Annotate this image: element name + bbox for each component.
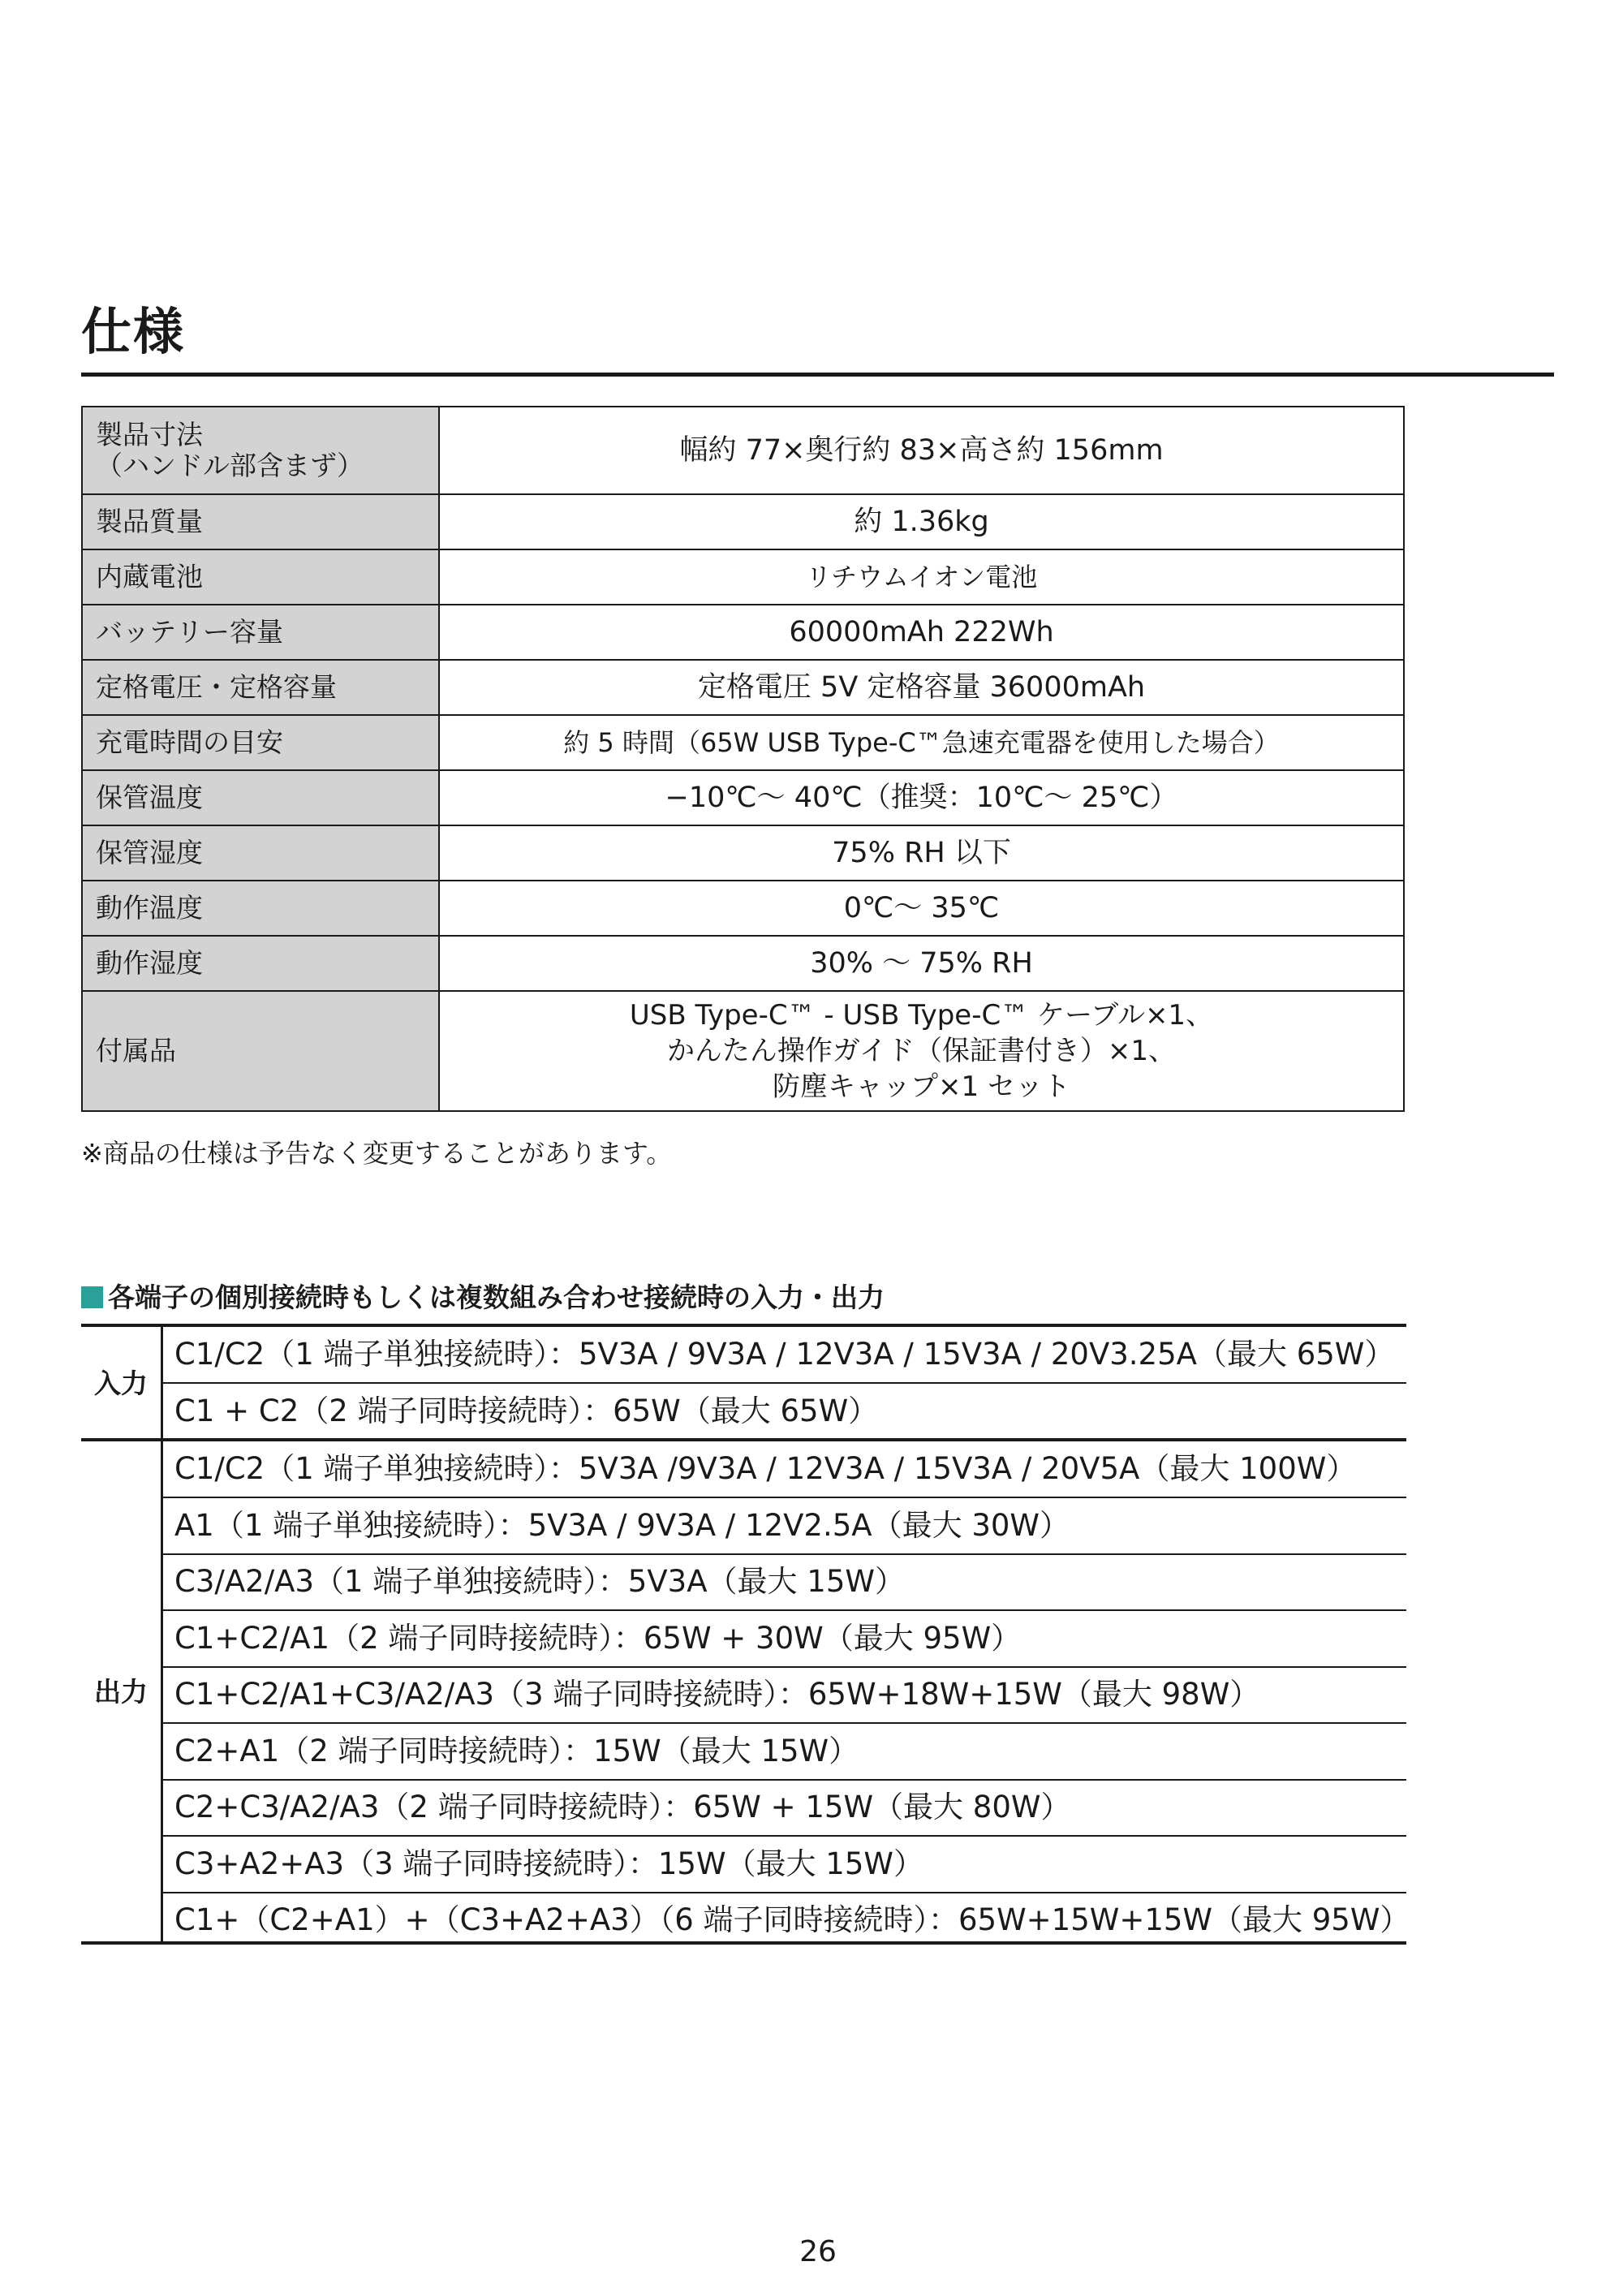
output-spec-row: C3+A2+A3（3 端子同時接続時）：15W（最大 15W） — [174, 1846, 923, 1881]
spec-label — [82, 770, 439, 825]
spec-label — [82, 605, 439, 660]
spec-value — [439, 936, 1404, 991]
output-spec-row: C1+C2/A1+C3/A2/A3（3 端子同時接続時）：65W+18W+15W（最大 98W） — [174, 1677, 1260, 1712]
title-divider — [81, 373, 1554, 377]
spec-row — [82, 660, 1404, 715]
output-group-label: 出力 — [94, 1676, 148, 1708]
spec-value — [439, 407, 1404, 494]
output-spec-row: C2+C3/A2/A3（2 端子同時接続時）：65W + 15W（最大 80W） — [174, 1790, 1071, 1824]
spec-value — [439, 715, 1404, 770]
input-spec-row: C1 + C2（2 端子同時接続時）：65W（最大 65W） — [174, 1393, 879, 1428]
io-section-heading-text: 各端子の個別接続時もしくは複数組み合わせ接続時の入力・出力 — [108, 1282, 885, 1313]
page-number: 26 — [799, 2235, 837, 2268]
spec-label-line: 製品質量 — [96, 506, 203, 537]
spec-label-line: 製品寸法 — [96, 419, 203, 450]
spec-label-line: 保管湿度 — [96, 837, 203, 868]
spec-label — [82, 660, 439, 715]
spec-row — [82, 936, 1404, 991]
spec-value — [439, 991, 1404, 1111]
spec-value-line: 0℃～ 35℃ — [843, 892, 1000, 924]
spec-label — [82, 881, 439, 936]
spec-label — [82, 494, 439, 549]
spec-value-line: USB Type-C™ - USB Type-C™ ケーブル×1、 — [629, 999, 1214, 1032]
page-title: 仕様 — [81, 302, 186, 361]
input-group-label: 入力 — [94, 1368, 148, 1399]
spec-row — [82, 881, 1404, 936]
spec-value-line: かんたん操作ガイド（保証書付き）×1、 — [666, 1035, 1177, 1067]
spec-label — [82, 715, 439, 770]
spec-value-line: 約 5 時間（65W USB Type-C™急速充電器を使用した場合） — [563, 727, 1280, 758]
output-spec-row: C2+A1（2 端子同時接続時）：15W（最大 15W） — [174, 1733, 859, 1768]
spec-label-line: 付属品 — [96, 1035, 176, 1066]
spec-label-line: 定格電圧・定格容量 — [96, 671, 337, 703]
spec-label-line: （ハンドル部含まず） — [96, 450, 364, 481]
input-spec-row: C1/C2（1 端子単独接続時）：5V3A / 9V3A / 12V3A / 15V3A / 20V3.25A（最大 65W） — [174, 1337, 1395, 1372]
spec-label-line: 内蔵電池 — [96, 561, 203, 592]
spec-value-line: −10℃～ 40℃（推奨：10℃～ 25℃） — [665, 782, 1178, 814]
spec-value — [439, 549, 1404, 605]
spec-label-line: 充電時間の目安 — [96, 726, 283, 758]
spec-row — [82, 605, 1404, 660]
spec-value-line: 約 1.36kg — [854, 506, 989, 538]
spec-label-line: バッテリー容量 — [96, 616, 283, 648]
spec-value — [439, 825, 1404, 881]
output-spec-row: A1（1 端子単独接続時）：5V3A / 9V3A / 12V2.5A（最大 30W） — [174, 1507, 1070, 1543]
spec-row — [82, 549, 1404, 605]
spec-label — [82, 936, 439, 991]
spec-value-line: 30% ～ 75% RH — [810, 947, 1033, 980]
output-spec-row: C1+（C2+A1）+（C3+A2+A3）（6 端子同時接続時）：65W+15W+15W（最大 95W） — [174, 1902, 1410, 1937]
spec-table-body — [82, 407, 1404, 1111]
spec-value-line: 60000mAh 222Wh — [789, 616, 1054, 648]
spec-label-line: 動作温度 — [96, 892, 203, 924]
spec-row — [82, 494, 1404, 549]
io-section-heading — [81, 1284, 885, 1311]
spec-value-line: 幅約 77×奥行約 83×高さ約 156mm — [679, 434, 1164, 467]
output-spec-row: C1/C2（1 端子単独接続時）：5V3A /9V3A / 12V3A / 15V3A / 20V5A（最大 100W） — [174, 1451, 1357, 1486]
spec-value — [439, 770, 1404, 825]
output-spec-row: C1+C2/A1（2 端子同時接続時）：65W + 30W（最大 95W） — [174, 1620, 1022, 1656]
spec-table — [81, 406, 1405, 1112]
spec-row — [82, 825, 1404, 881]
spec-value-line: 定格電圧 5V 定格容量 36000mAh — [697, 671, 1146, 704]
spec-value — [439, 660, 1404, 715]
spec-value — [439, 881, 1404, 936]
spec-label — [82, 549, 439, 605]
square-bullet-icon — [81, 1286, 103, 1308]
spec-label — [82, 825, 439, 881]
spec-footnote: ※商品の仕様は予告なく変更することがあります。 — [81, 1138, 673, 1169]
spec-label-line: 動作湿度 — [96, 947, 203, 979]
spec-row — [82, 715, 1404, 770]
spec-row — [82, 991, 1404, 1111]
spec-row — [82, 770, 1404, 825]
spec-value-line: 75% RH 以下 — [832, 837, 1011, 869]
spec-label-line: 保管温度 — [96, 782, 203, 813]
spec-row — [82, 407, 1404, 494]
spec-label — [82, 407, 439, 494]
output-spec-row: C3/A2/A3（1 端子単独接続時）：5V3A（最大 15W） — [174, 1564, 905, 1599]
spec-label — [82, 991, 439, 1111]
spec-value-line: リチウムイオン電池 — [805, 562, 1038, 592]
spec-value — [439, 494, 1404, 549]
spec-value — [439, 605, 1404, 660]
spec-value-line: 防塵キャップ×1 セット — [773, 1070, 1070, 1103]
